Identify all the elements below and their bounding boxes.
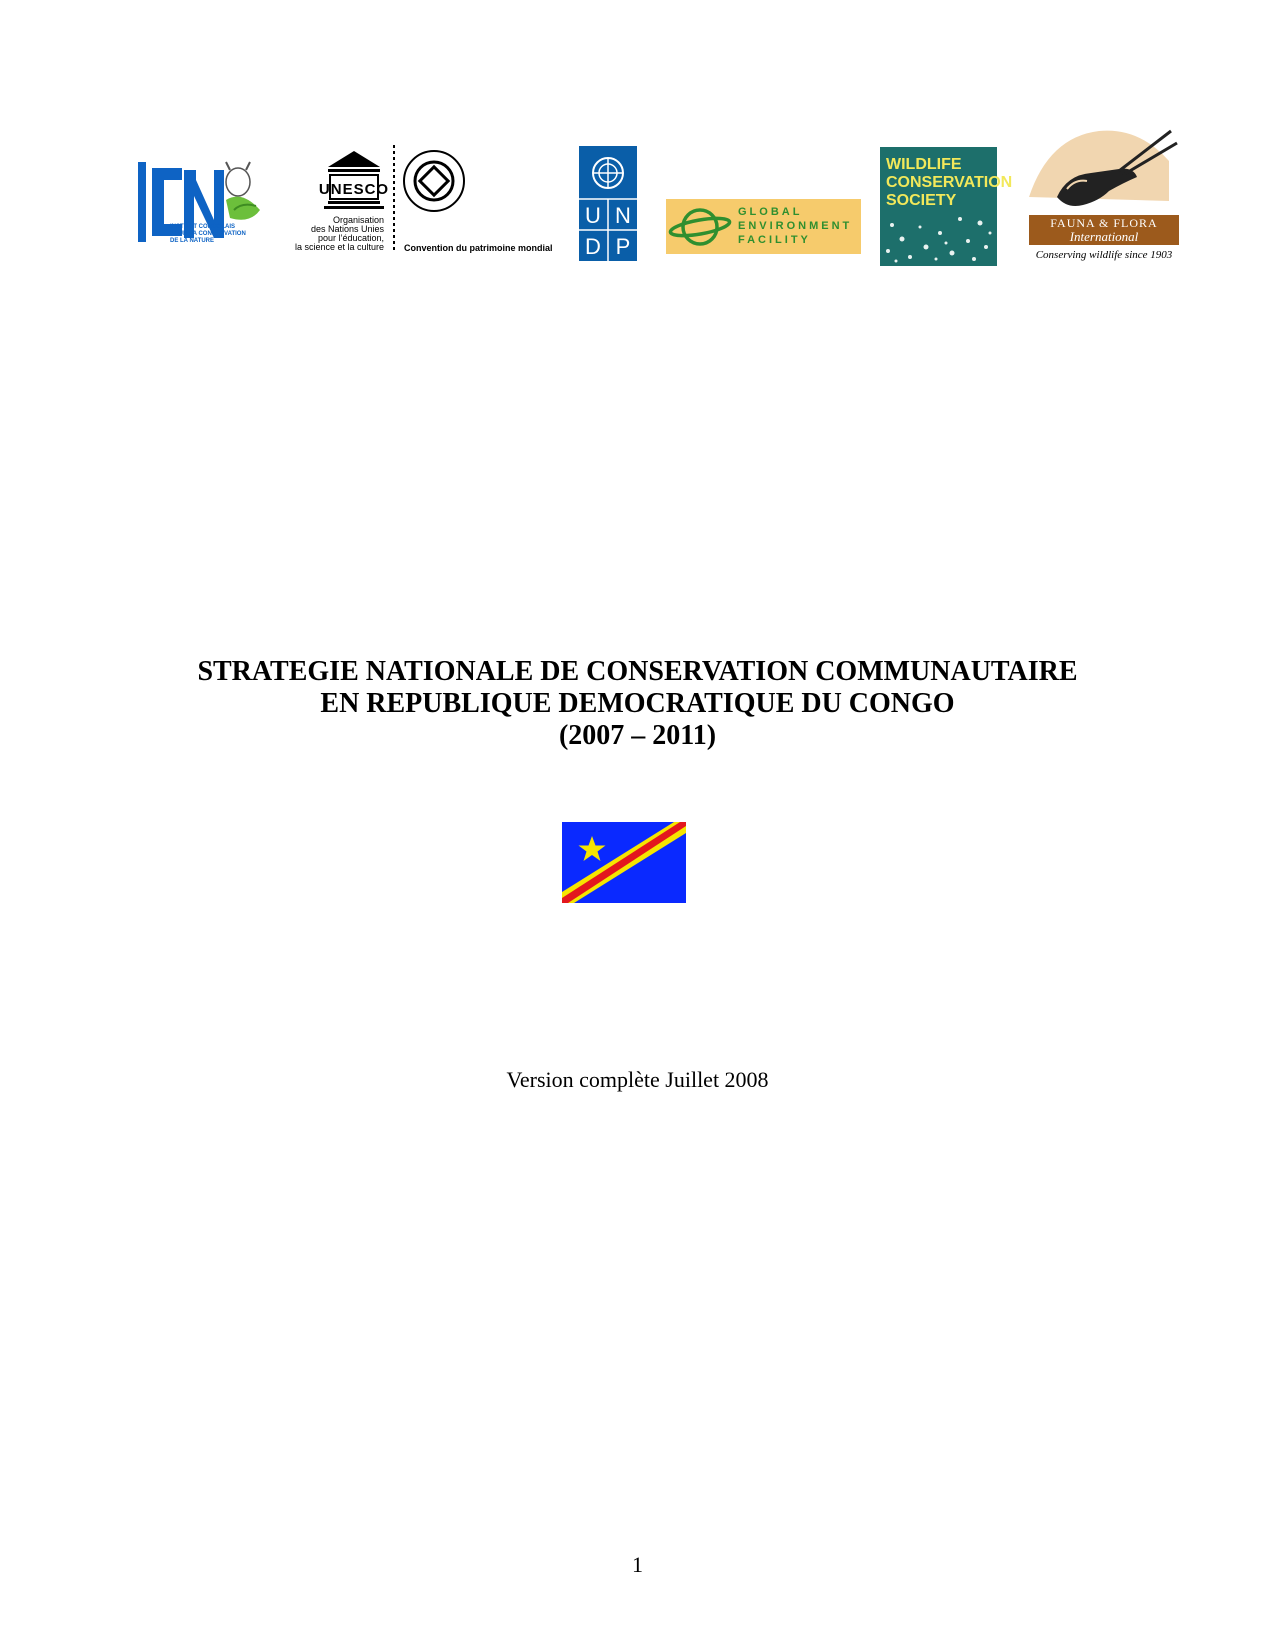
undp-logo: [579, 146, 637, 261]
unesco-convention: Convention du patrimoine mondial: [404, 243, 553, 253]
undp-letter-p: P: [615, 234, 631, 259]
unesco-logo: [294, 143, 565, 255]
unesco-line2: des Nations Unies: [310, 224, 384, 234]
ffi-line1: FAUNA & FLORA: [1050, 216, 1158, 230]
wcs-line1: WILDLIFE: [886, 156, 962, 173]
unesco-name: UNESCO: [318, 181, 390, 198]
undp-letter-n: N: [615, 203, 631, 228]
page-number: 1: [632, 1552, 643, 1577]
ffi-tagline: Conserving wildlife since 1903: [1035, 249, 1173, 261]
gef-line1: GLOBAL: [738, 206, 803, 218]
wcs-line2: CONSERVATION: [886, 174, 1013, 191]
title-line-1: STRATEGIE NATIONALE DE CONSERVATION COMMUNAUTAIRE: [197, 656, 1078, 687]
title-line-2: EN REPUBLIQUE DEMOCRATIQUE DU CONGO: [320, 688, 955, 719]
gef-line3: FACILITY: [738, 234, 811, 246]
document-title: [0, 656, 1275, 752]
wcs-logo: [880, 147, 1013, 266]
gef-line2: ENVIRONMENT: [738, 220, 853, 232]
undp-letter-d: D: [585, 234, 601, 259]
ffi-logo: [1027, 127, 1179, 262]
unesco-line1: Organisation: [332, 215, 384, 225]
iccn-line2: POUR LA CONSERVATION: [170, 231, 246, 237]
version-text: Version complète Juillet 2008: [506, 1067, 769, 1092]
gef-logo: [666, 199, 861, 254]
unesco-line4: la science et la culture: [294, 242, 384, 252]
partner-logos-row: [0, 0, 1275, 270]
ffi-line2: International: [1069, 229, 1139, 244]
wcs-line3: SOCIETY: [886, 192, 957, 209]
unesco-line3: pour l’éducation,: [317, 233, 384, 243]
iccn-logo: [138, 160, 274, 244]
drc-flag-image: [562, 822, 686, 903]
iccn-line3: DE LA NATURE: [170, 238, 214, 244]
title-line-3: (2007 – 2011): [558, 720, 717, 751]
undp-letter-u: U: [585, 203, 601, 228]
iccn-line1: INSTITUT CONGOLAIS: [170, 224, 235, 230]
